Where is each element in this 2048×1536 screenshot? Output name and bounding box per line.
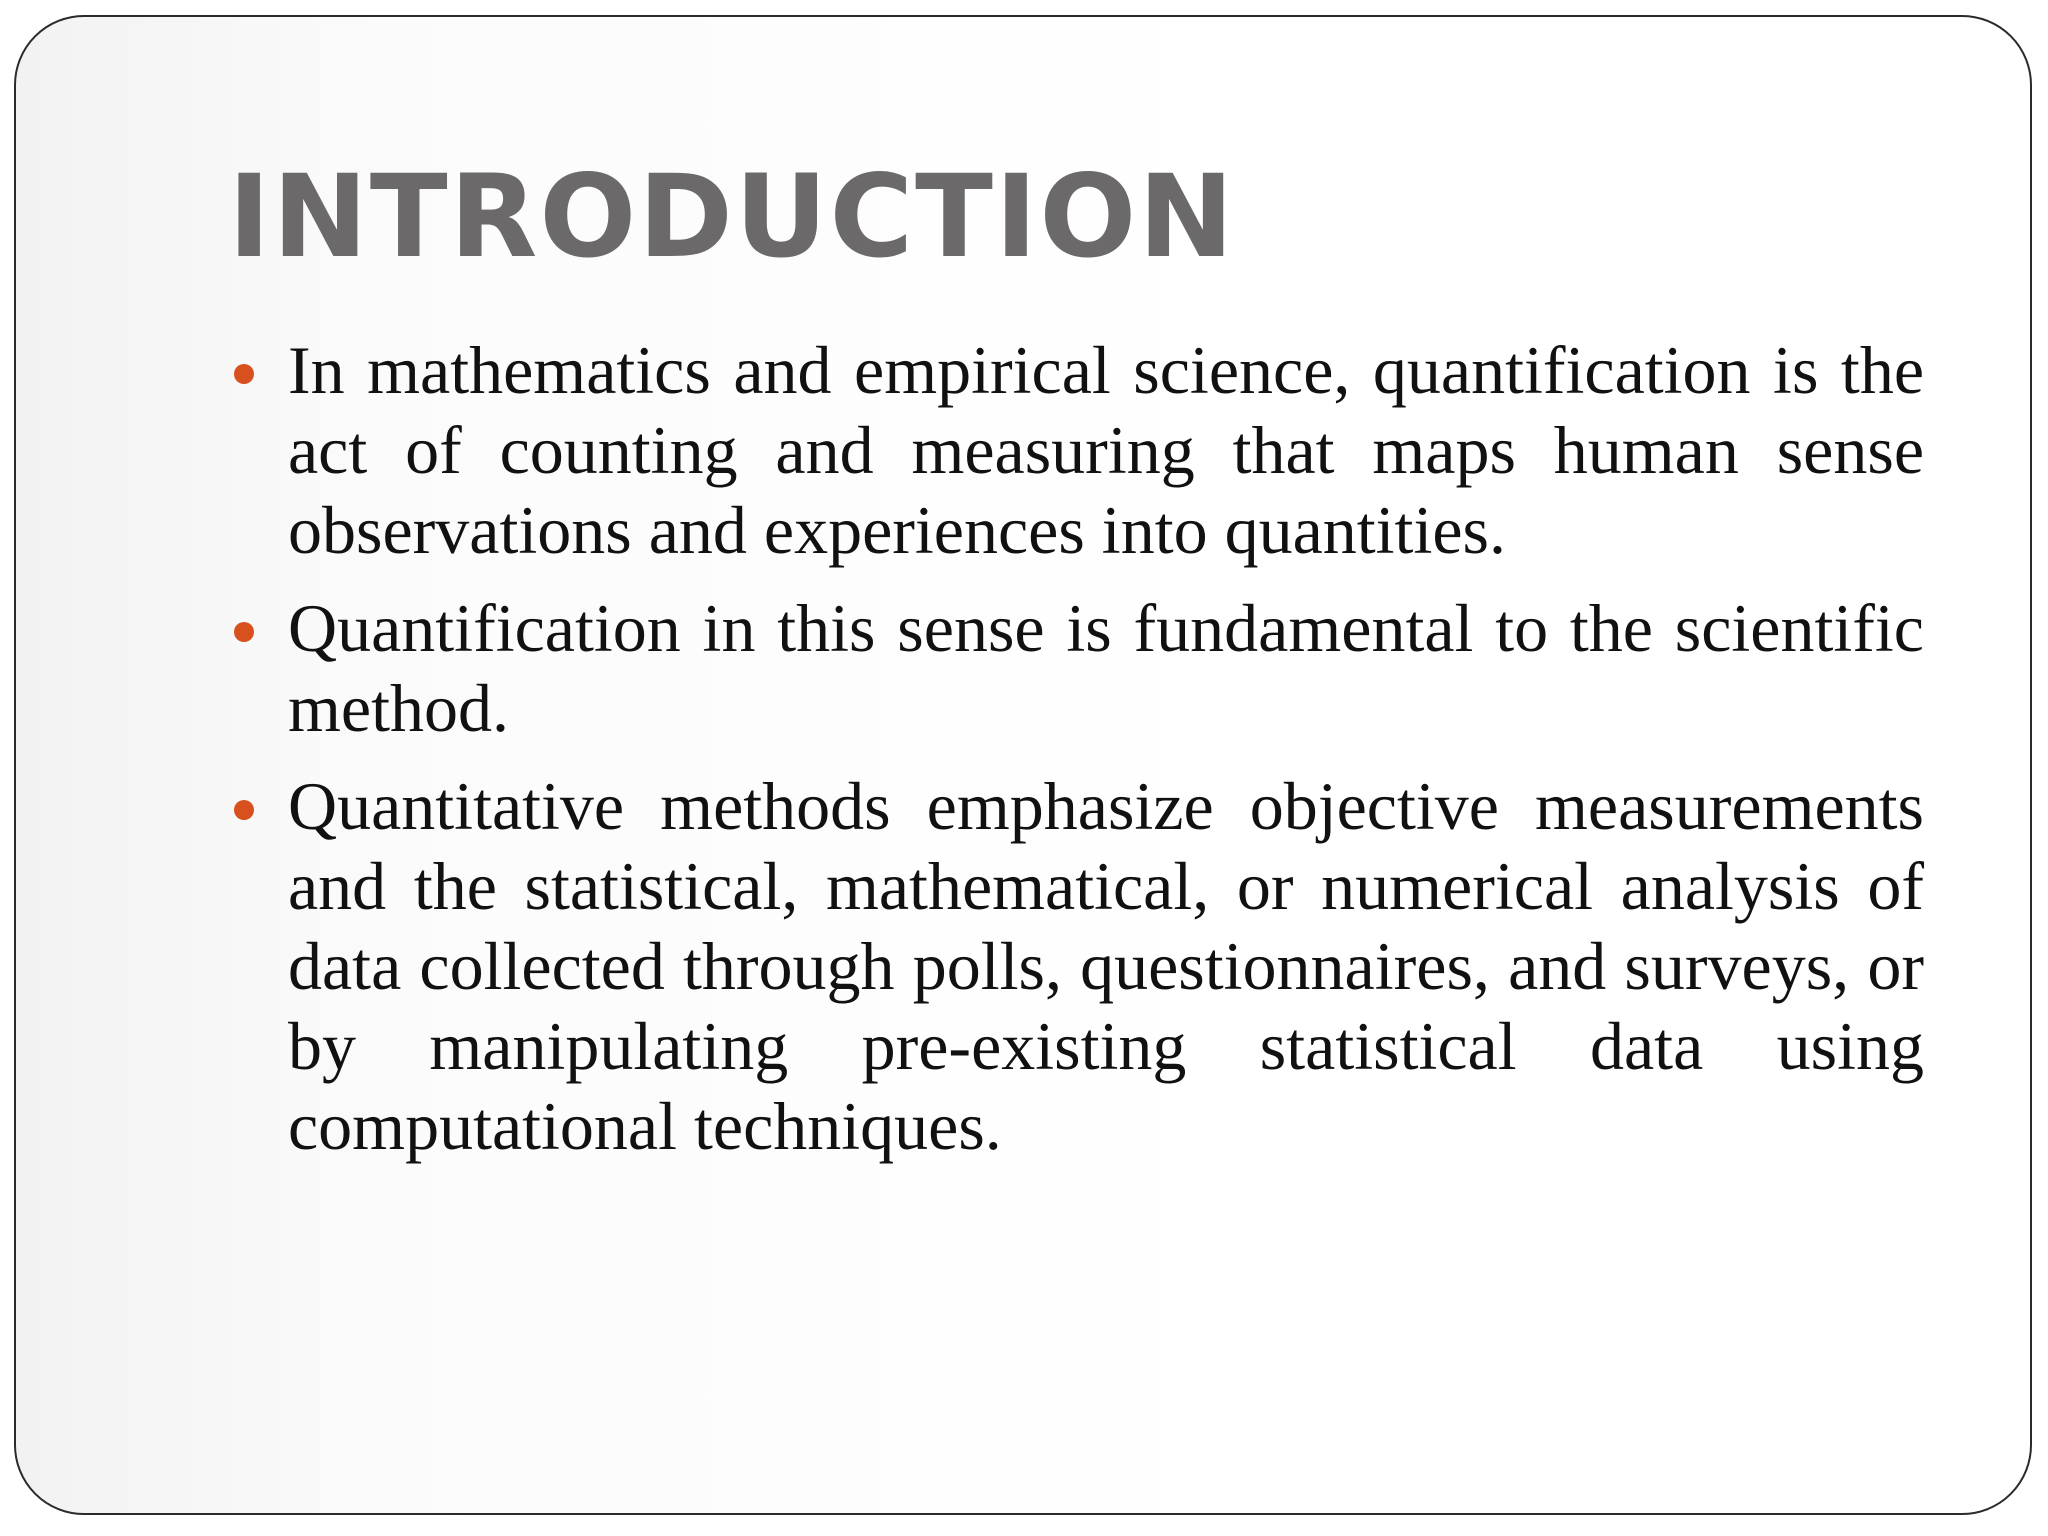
bullet-item [288,330,1924,570]
slide-title: INTRODUCTION [228,150,1236,283]
bullet-dot-icon [234,800,254,820]
bullet-text: Quantification in this sense is fundamental to the scientific method. [288,590,1924,746]
bullet-dot-icon [234,622,254,642]
bullet-item [288,766,1924,1166]
bullet-item [288,588,1924,748]
bullet-list [288,330,1924,1184]
bullet-dot-icon [234,364,254,384]
bullet-text: Quantitative methods emphasize objective measurements and the statistical, mathematical, or numerical analysis of data collected through polls, questionnaires, and surveys, or by manipulating pre-existing statistical data using computational techniques. [288,768,1924,1164]
bullet-text: In mathematics and empirical science, quantification is the act of counting and measuring that maps human sense observations and experiences into quantities. [288,332,1924,568]
